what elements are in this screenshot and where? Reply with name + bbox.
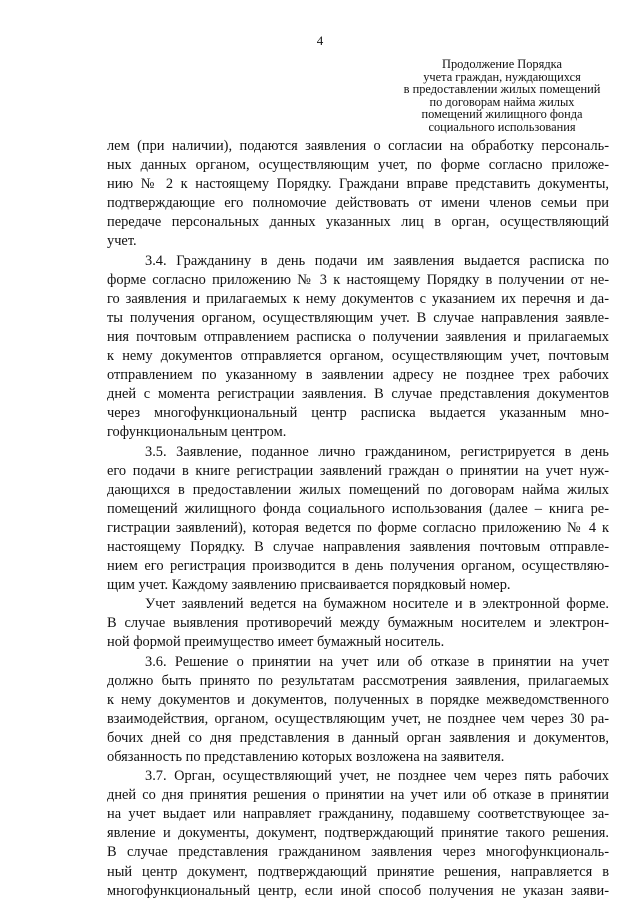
- body-line: взаимодействия, органом, осуществляющим учет, не позднее чем через 30 ра-: [107, 710, 609, 727]
- paragraph-start: 3.6. Решение о принятии на учет или об отказе в принятии на учет: [145, 653, 609, 670]
- body-line: гистрации заявлений), которая ведется по форме согласно приложению № 4 к: [107, 519, 609, 536]
- body-line: ный центр документ, подтверждающий принятие решения, направляется в: [107, 863, 609, 880]
- body-line: к нему документов отправляется органом, осуществляющим учет, почтовым: [107, 348, 609, 365]
- body-line: дней с момента регистрации заявления. В случае представления документов: [107, 386, 609, 403]
- body-line: го заявления и прилагаемых к нему документов с указанием их перечня и да-: [107, 290, 609, 307]
- header-line: социального использования: [428, 119, 576, 134]
- body-line: на учет выдает или направляет гражданину, подавшему соответствующее за-: [107, 806, 609, 823]
- body-line: ной формой преимущество имеет бумажный носитель.: [107, 634, 445, 651]
- body-line: нию № 2 к настоящему Порядку. Граждани вправе представить документы,: [107, 176, 609, 193]
- body-line: обязанность по представлению которых возложена на заявителя.: [107, 749, 505, 765]
- body-line: дающихся в предоставлении жилых помещений по договорам найма жилых: [107, 481, 609, 498]
- body-line: дней со дня принятия решения о принятии на учет или об отказе в принятии: [107, 787, 609, 804]
- page-number: 4: [316, 33, 324, 48]
- header-line: по договорам найма жилых: [429, 94, 575, 109]
- body-line: подтверждающие его полномочие действовать от имени членов семьи при: [107, 195, 609, 212]
- paragraph-start: 3.7. Орган, осуществляющий учет, не позднее чем через пять рабочих: [145, 768, 609, 785]
- body-line: учет.: [107, 233, 137, 250]
- body-line: гофункциональным центром.: [107, 424, 287, 441]
- body-line: ных данных органом, осуществляющим учет, по форме согласно приложе-: [107, 157, 609, 174]
- body-line: его подачи в книге регистрации заявлений граждан о принятии на учет нуж-: [107, 462, 609, 479]
- body-line: нием его регистрация производится в день получения органом, осуществляю-: [107, 558, 609, 575]
- paragraph-start: 3.4. Гражданину в день подачи им заявления выдается расписка по: [145, 252, 609, 269]
- header-line: в предоставлении жилых помещений: [403, 82, 601, 97]
- body-line: форме согласно приложению № 3 к настоящему Порядку в получении от не-: [107, 271, 609, 288]
- body-line: отправлением по указанному в заявлении адресу не позднее трех рабочих: [107, 367, 609, 384]
- paragraph-start: 3.5. Заявление, поданное лично гражданином, регистрируется в день: [145, 443, 609, 460]
- paragraph-start: Учет заявлений ведется на бумажном носителе и в электронной форме.: [145, 596, 609, 613]
- document-header: [396, 58, 608, 134]
- body-line: должно быть принято по результатам рассмотрения заявления, прилагаемых: [107, 672, 609, 689]
- body-line: щим учет. Каждому заявлению присваивается порядковый номер.: [107, 577, 511, 594]
- header-line: Продолжение Порядка: [442, 57, 562, 71]
- body-line: через многофункциональный центр расписка выдается указанным мно-: [107, 405, 609, 422]
- body-line: помещений жилищного фонда социального использования (далее – книга ре-: [107, 500, 609, 517]
- body-line: явление и документы, документ, подтверждающий принятие такого решения.: [107, 825, 609, 842]
- header-line: помещений жилищного фонда: [421, 107, 583, 122]
- body-line: ты получения органом, осуществляющим учет. В случае направления заявле-: [107, 309, 609, 326]
- body-line: лем (при наличии), подаются заявления о согласии на обработку персональ-: [107, 138, 609, 154]
- body-line: настоящему Порядку. В случае направления заявления почтовым отправле-: [107, 538, 609, 555]
- body-line: к нему документов и документов, полученных в порядке межведомственного: [107, 691, 609, 708]
- body-line: бочих дней со дня представления в данный орган заявления и документов,: [107, 729, 609, 746]
- body-line: ния почтовым отправлением расписка о получении заявления и прилагаемых: [107, 328, 609, 345]
- header-line: учета граждан, нуждающихся: [423, 69, 581, 84]
- body-line: В случае выявления противоречий между бумажным носителем и электрон-: [107, 615, 609, 632]
- document-body: [107, 137, 609, 901]
- body-line: В случае представления гражданином заявления через многофункциональ-: [107, 844, 609, 861]
- body-line: передаче персональных данных указанных лиц в орган, осуществляющий: [107, 214, 609, 231]
- body-line: многофункциональный центр, если иной способ получения не указан заяви-: [107, 882, 609, 899]
